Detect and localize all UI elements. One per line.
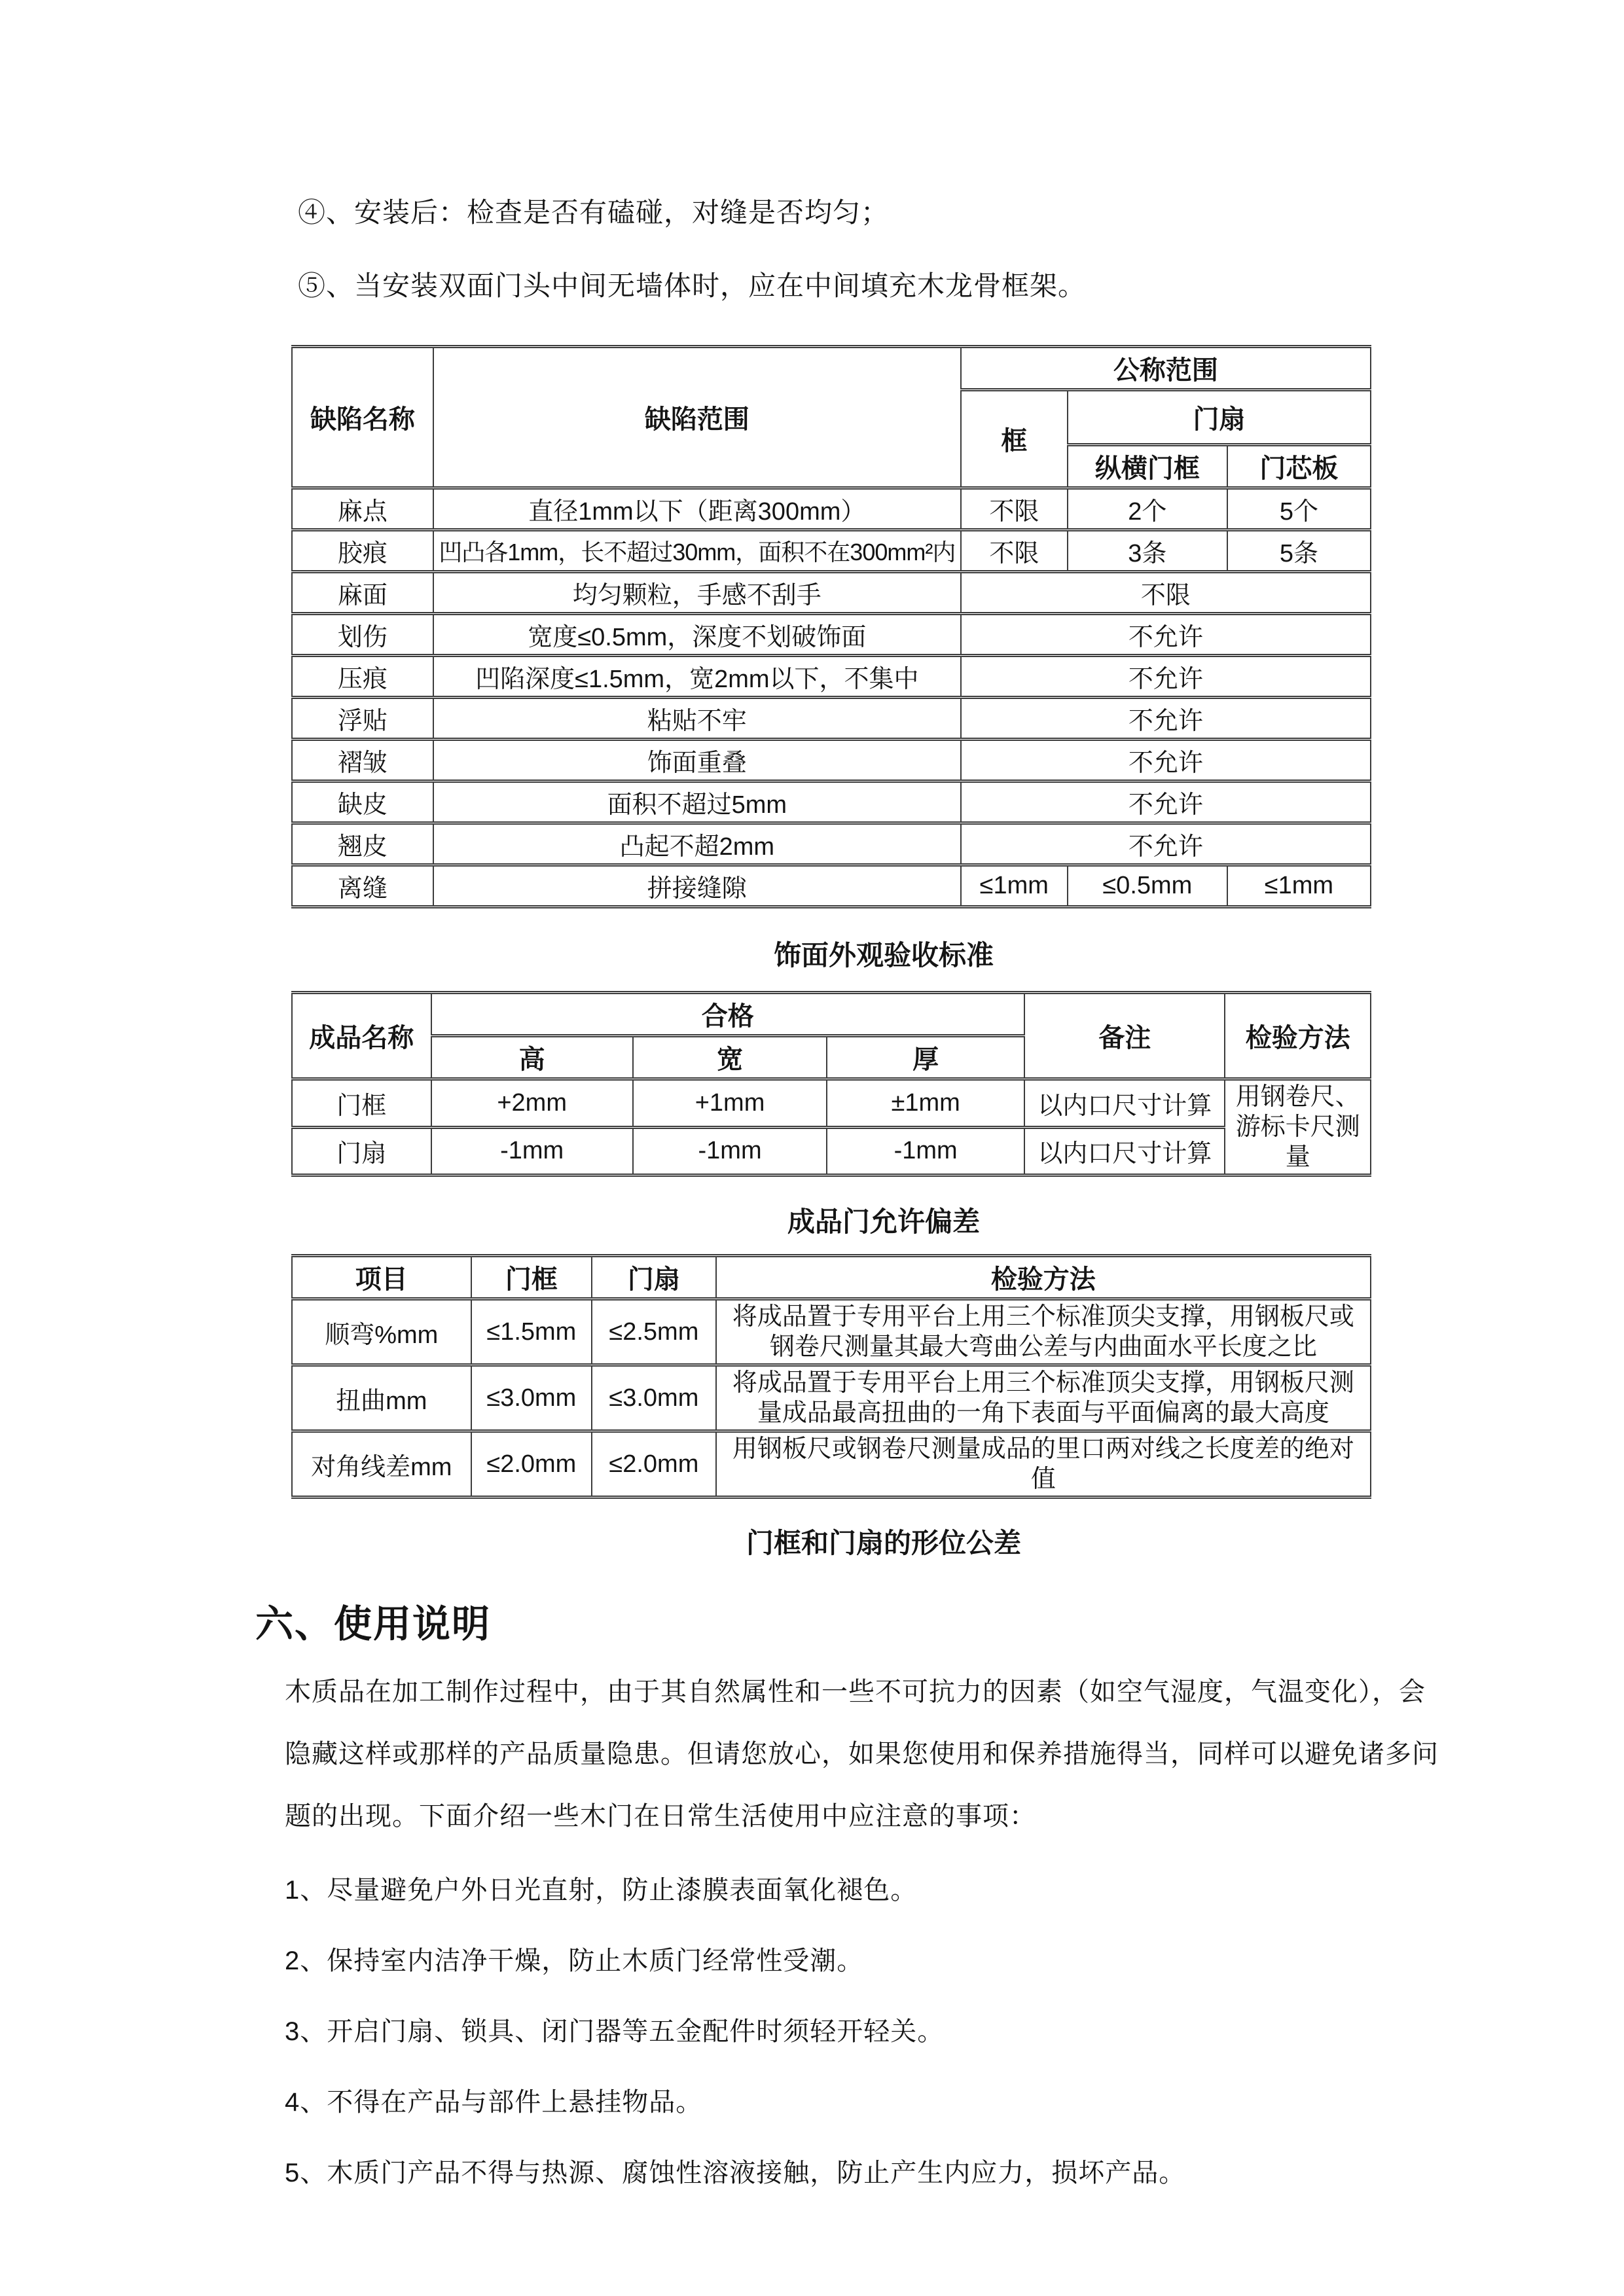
cell-core-limit: ≤1mm [1227, 865, 1371, 907]
table-row [292, 656, 1371, 698]
cell-item: 顺弯%mm [292, 1299, 471, 1365]
cell-defect-name: 翘皮 [292, 823, 433, 865]
header-qualified: 合格 [431, 993, 1024, 1036]
usage-item-2: 2、保持室内洁净干燥，防止木质门经常性受潮。 [285, 1946, 864, 1975]
defect-table-caption: 饰面外观验收标准 [773, 940, 994, 971]
table-row [292, 1431, 1371, 1498]
cell-frame-limit: 不限 [961, 530, 1068, 572]
cell-frame-limit: 不限 [961, 488, 1068, 530]
cell-defect-range: 拼接缝隙 [433, 865, 961, 907]
cell-defect-range: 凸起不超2mm [433, 823, 961, 865]
cell-defect-name: 浮贴 [292, 698, 433, 740]
header-stile-frame: 纵横门框 [1068, 445, 1227, 488]
cell-remark: 以内口尺寸计算 [1024, 1127, 1225, 1175]
cell-defect-name: 离缝 [292, 865, 433, 907]
header-nominal-range: 公称范围 [961, 347, 1371, 390]
cell-height-dev: +2mm [431, 1079, 633, 1128]
cell-all-limit: 不允许 [961, 740, 1371, 781]
cell-all-limit: 不允许 [961, 656, 1371, 698]
cell-defect-range: 饰面重叠 [433, 740, 961, 781]
header-core-panel: 门芯板 [1227, 445, 1371, 488]
cell-frame-limit: ≤1mm [961, 865, 1068, 907]
cell-method: 用钢板尺或钢卷尺测量成品的里口两对线之长度差的绝对值 [716, 1431, 1371, 1498]
tolerance-table-caption: 门框和门扇的形位公差 [746, 1528, 1021, 1558]
section-title-usage: 六、使用说明 [255, 1603, 492, 1645]
cell-defect-range: 均匀颗粒，手感不刮手 [433, 572, 961, 614]
cell-defect-name: 压痕 [292, 656, 433, 698]
cell-leaf-tol: ≤2.5mm [592, 1299, 716, 1365]
defect-acceptance-table [291, 345, 1371, 908]
table-row [292, 823, 1371, 865]
cell-core-limit: 5个 [1227, 488, 1371, 530]
table-row [292, 614, 1371, 656]
header-frame: 门框 [471, 1256, 592, 1299]
header-defect-name: 缺陷名称 [292, 347, 433, 488]
cell-product-name: 门扇 [292, 1127, 431, 1175]
install-step-4: ④、安装后：检查是否有磕碰，对缝是否均匀； [298, 197, 890, 228]
header-product-name: 成品名称 [292, 993, 431, 1079]
usage-intro-paragraph [285, 1661, 1513, 1848]
cell-leaf-frame-limit: 3条 [1068, 530, 1227, 572]
paragraph-line: 隐藏这样或那样的产品质量隐患。但请您放心，如果您使用和保养措施得当，同样可以避免诸多问 [285, 1740, 1439, 1768]
header-height: 高 [431, 1036, 633, 1079]
header-leaf: 门扇 [592, 1256, 716, 1299]
table-row [292, 530, 1371, 572]
cell-product-name: 门框 [292, 1079, 431, 1128]
header-method: 检验方法 [716, 1256, 1371, 1299]
cell-width-dev: -1mm [633, 1127, 827, 1175]
table-row [292, 1079, 1371, 1128]
table-row [292, 488, 1371, 530]
cell-height-dev: -1mm [431, 1127, 633, 1175]
table-row [292, 572, 1371, 614]
cell-frame-tol: ≤2.0mm [471, 1431, 592, 1498]
header-frame: 框 [961, 390, 1068, 488]
cell-all-limit: 不允许 [961, 781, 1371, 823]
cell-defect-range: 面积不超过5mm [433, 781, 961, 823]
cell-method: 用钢卷尺、游标卡尺测量 [1225, 1079, 1371, 1175]
cell-thickness-dev: ±1mm [827, 1079, 1024, 1128]
paragraph-line: 题的出现。下面介绍一些木门在日常生活使用中应注意的事项： [285, 1802, 1036, 1831]
cell-defect-name: 麻点 [292, 488, 433, 530]
usage-item-5: 5、木质门产品不得与热源、腐蚀性溶液接触，防止产生内应力，损坏产品。 [285, 2159, 1186, 2187]
header-method: 检验方法 [1225, 993, 1371, 1079]
cell-defect-name: 缺皮 [292, 781, 433, 823]
cell-core-limit: 5条 [1227, 530, 1371, 572]
cell-frame-tol: ≤1.5mm [471, 1299, 592, 1365]
header-width: 宽 [633, 1036, 827, 1079]
cell-all-limit: 不限 [961, 572, 1371, 614]
header-door-leaf: 门扇 [1068, 390, 1371, 445]
table-row [292, 1299, 1371, 1365]
cell-method: 将成品置于专用平台上用三个标准顶尖支撑，用钢板尺测量成品最高扭曲的一角下表面与平面偏离的最大高度 [716, 1365, 1371, 1431]
header-thickness: 厚 [827, 1036, 1024, 1079]
header-remark: 备注 [1024, 993, 1225, 1079]
header-item: 项目 [292, 1256, 471, 1299]
usage-list [285, 1874, 1513, 2189]
cell-method: 将成品置于专用平台上用三个标准顶尖支撑，用钢板尺或钢卷尺测量其最大弯曲公差与内曲面水平长度之比 [716, 1299, 1371, 1365]
deviation-table-caption: 成品门允许偏差 [787, 1206, 980, 1237]
cell-leaf-tol: ≤2.0mm [592, 1431, 716, 1498]
cell-item: 扭曲mm [292, 1365, 471, 1431]
header-defect-range: 缺陷范围 [433, 347, 961, 488]
cell-all-limit: 不允许 [961, 614, 1371, 656]
tolerance-table [291, 1254, 1371, 1499]
cell-defect-range: 凹凸各1mm，长不超过30mm，面积不在300mm²内 [433, 530, 961, 572]
cell-defect-range: 凹陷深度≤1.5mm，宽2mm以下，不集中 [433, 656, 961, 698]
table-row [292, 781, 1371, 823]
cell-defect-range: 粘贴不牢 [433, 698, 961, 740]
deviation-table [291, 991, 1371, 1177]
table-row [292, 1127, 1371, 1175]
install-step-5: ⑤、当安装双面门头中间无墙体时，应在中间填充木龙骨框架。 [298, 270, 1087, 301]
cell-remark: 以内口尺寸计算 [1024, 1079, 1225, 1128]
cell-item: 对角线差mm [292, 1431, 471, 1498]
cell-defect-name: 麻面 [292, 572, 433, 614]
cell-frame-tol: ≤3.0mm [471, 1365, 592, 1431]
cell-defect-name: 划伤 [292, 614, 433, 656]
usage-item-4: 4、不得在产品与部件上悬挂物品。 [285, 2088, 703, 2117]
cell-defect-range: 直径1mm以下（距离300mm） [433, 488, 961, 530]
cell-defect-name: 褶皱 [292, 740, 433, 781]
cell-all-limit: 不允许 [961, 823, 1371, 865]
table-row [292, 698, 1371, 740]
table-row [292, 740, 1371, 781]
usage-item-1: 1、尽量避免户外日光直射，防止漆膜表面氧化褪色。 [285, 1876, 918, 1905]
cell-thickness-dev: -1mm [827, 1127, 1024, 1175]
cell-leaf-frame-limit: ≤0.5mm [1068, 865, 1227, 907]
cell-defect-range: 宽度≤0.5mm，深度不划破饰面 [433, 614, 961, 656]
cell-defect-name: 胶痕 [292, 530, 433, 572]
table-row [292, 865, 1371, 907]
usage-item-3: 3、开启门扇、锁具、闭门器等五金配件时须轻开轻关。 [285, 2017, 945, 2046]
table-row [292, 1365, 1371, 1431]
cell-leaf-frame-limit: 2个 [1068, 488, 1227, 530]
paragraph-line: 木质品在加工制作过程中，由于其自然属性和一些不可抗力的因素（如空气湿度，气温变化），会 [285, 1677, 1426, 1706]
cell-leaf-tol: ≤3.0mm [592, 1365, 716, 1431]
cell-width-dev: +1mm [633, 1079, 827, 1128]
cell-all-limit: 不允许 [961, 698, 1371, 740]
